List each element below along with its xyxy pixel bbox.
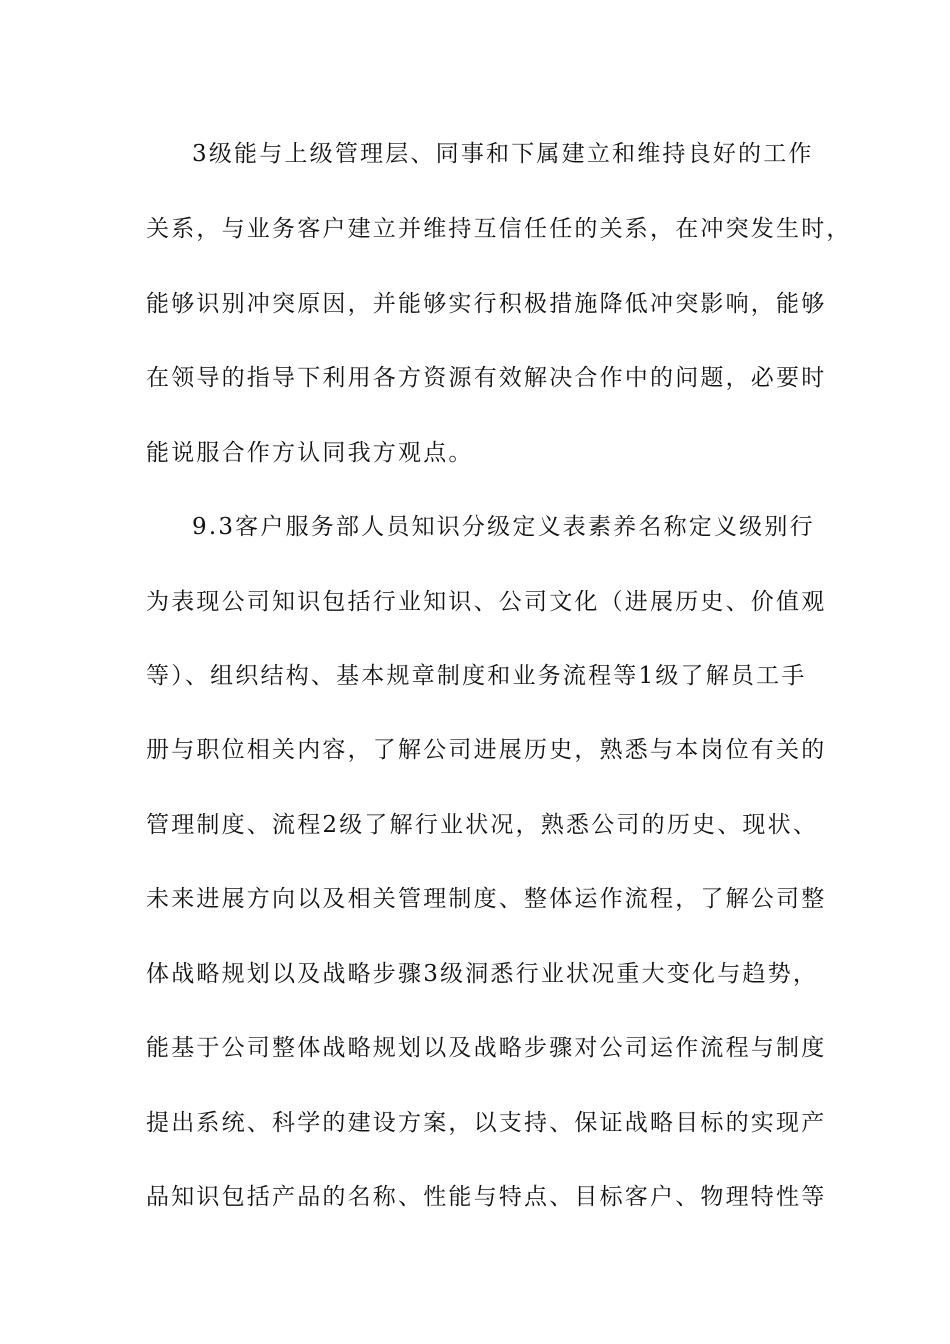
paragraph-line: 3级能与上级管理层、同事和下属建立和维持良好的工作 [192, 141, 814, 167]
paragraph-line: 为表现公司知识包括行业知识、公司文化（进展历史、价值观 [146, 589, 827, 615]
paragraph-line: 品知识包括产品的名称、性能与特点、目标客户、物理特性等 [146, 1184, 827, 1210]
paragraph-line: 册与职位相关内容，了解公司进展历史，熟悉与本岗位有关的 [146, 737, 827, 763]
paragraph-line: 等）、组织结构、基本规章制度和业务流程等1级了解员工手 [146, 663, 807, 689]
paragraph-line: 体战略规划以及战略步骤3级洞悉行业状况重大变化与趋势， [146, 961, 819, 987]
paragraph-line: 能说服合作方认同我方观点。 [146, 440, 474, 466]
paragraph-line: 未来进展方向以及相关管理制度、整体运作流程，了解公司整 [146, 886, 827, 912]
paragraph-line: 管理制度、流程2级了解行业状况，熟悉公司的历史、现状、 [146, 812, 819, 838]
paragraph-line: 在领导的指导下利用各方资源有效解决合作中的问题，必要时 [146, 365, 827, 391]
paragraph-line: 9.3客户服务部人员知识分级定义表素养名称定义级别行 [192, 514, 815, 540]
paragraph-line: 提出系统、科学的建设方案，以支持、保证战略目标的实现产 [146, 1110, 827, 1136]
paragraph-line: 能够识别冲突原因，并能够实行积极措施降低冲突影响，能够 [146, 291, 827, 317]
paragraph-line: 能基于公司整体战略规划以及战略步骤对公司运作流程与制度 [146, 1035, 827, 1061]
paragraph-line: 关系，与业务客户建立并维持互信任任的关系，在冲突发生时， [146, 216, 852, 242]
